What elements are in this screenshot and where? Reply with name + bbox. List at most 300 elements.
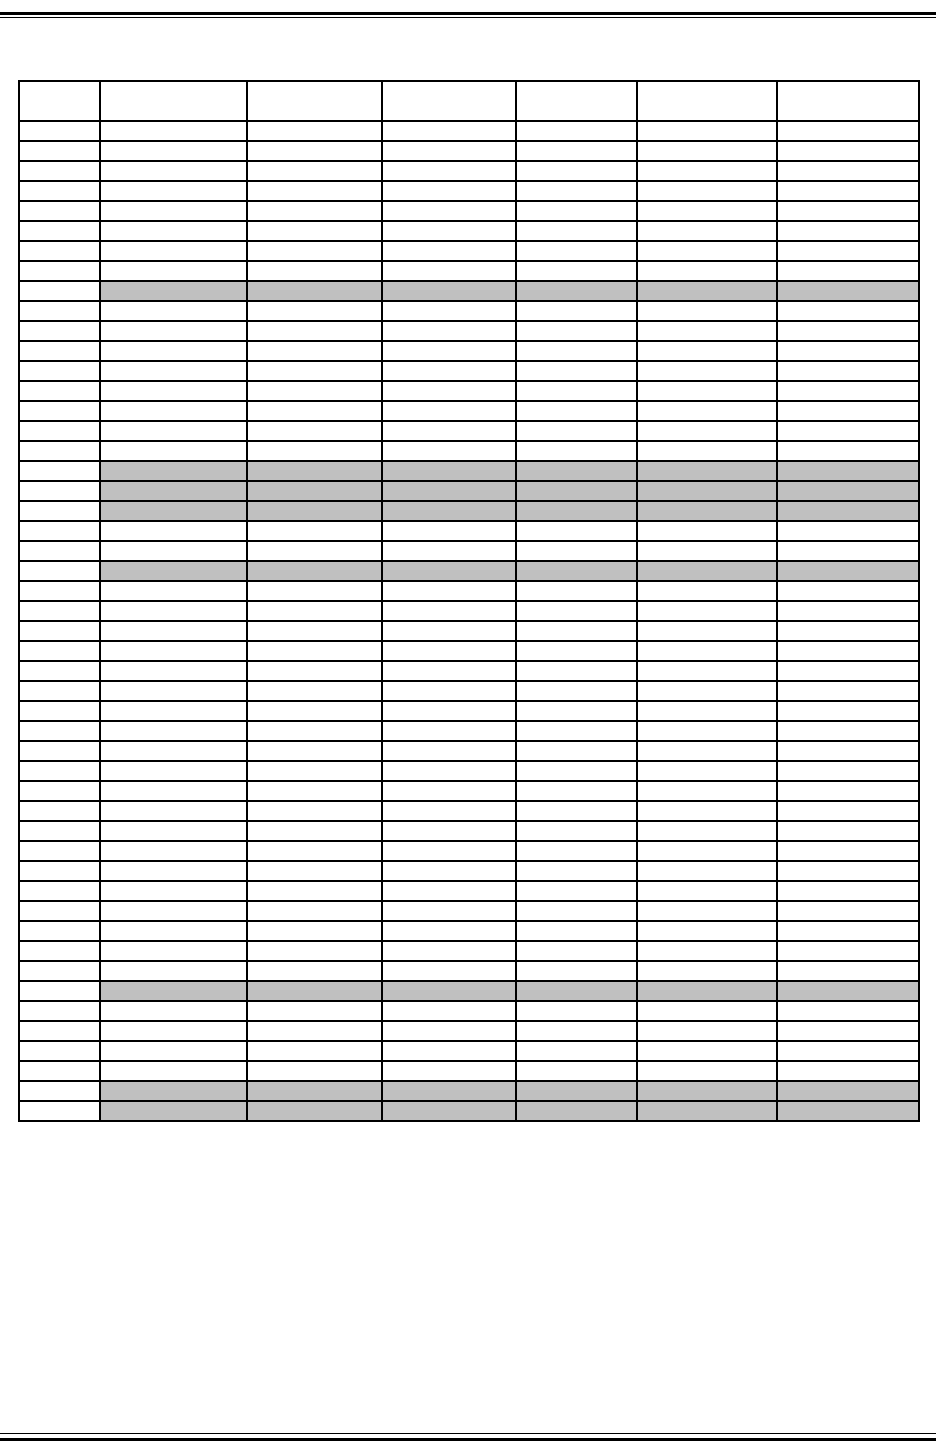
data-cell — [247, 761, 382, 781]
data-cell — [100, 761, 247, 781]
row-label-cell — [19, 461, 100, 481]
data-cell — [100, 1021, 247, 1041]
data-cell — [637, 901, 777, 921]
table-row — [19, 941, 919, 961]
data-cell — [247, 641, 382, 661]
data-cell — [637, 801, 777, 821]
header-rule-thin — [0, 17, 936, 18]
data-cell — [382, 701, 516, 721]
data-cell — [382, 1021, 516, 1041]
data-cell — [777, 621, 919, 641]
data-cell — [247, 961, 382, 981]
data-cell — [637, 1081, 777, 1101]
data-cell — [247, 921, 382, 941]
data-cell — [247, 241, 382, 261]
data-cell — [382, 381, 516, 401]
row-label-cell — [19, 761, 100, 781]
data-cell — [382, 281, 516, 301]
data-cell — [247, 201, 382, 221]
header-row — [19, 81, 919, 121]
data-cell — [100, 621, 247, 641]
data-cell — [247, 981, 382, 1001]
data-cell — [516, 881, 637, 901]
data-cell — [777, 701, 919, 721]
data-cell — [777, 241, 919, 261]
data-cell — [777, 841, 919, 861]
data-cell — [637, 861, 777, 881]
data-cell — [100, 1101, 247, 1121]
row-label-cell — [19, 501, 100, 521]
data-cell — [516, 941, 637, 961]
data-cell — [516, 321, 637, 341]
table-row — [19, 341, 919, 361]
data-cell — [382, 921, 516, 941]
data-cell — [382, 541, 516, 561]
footer-rule-thin — [0, 1433, 936, 1434]
data-cell — [637, 741, 777, 761]
data-cell — [382, 321, 516, 341]
data-cell — [100, 121, 247, 141]
row-label-cell — [19, 721, 100, 741]
row-label-cell — [19, 1101, 100, 1121]
row-label-cell — [19, 1061, 100, 1081]
data-cell — [516, 841, 637, 861]
data-cell — [382, 821, 516, 841]
data-cell — [100, 141, 247, 161]
data-cell — [516, 461, 637, 481]
data-cell — [247, 481, 382, 501]
data-cell — [382, 581, 516, 601]
data-cell — [777, 161, 919, 181]
data-cell — [382, 801, 516, 821]
data-cell — [516, 541, 637, 561]
data-cell — [516, 161, 637, 181]
table-row — [19, 421, 919, 441]
row-label-cell — [19, 401, 100, 421]
data-cell — [100, 981, 247, 1001]
data-cell — [777, 1021, 919, 1041]
table-row — [19, 541, 919, 561]
table-row — [19, 461, 919, 481]
data-cell — [100, 161, 247, 181]
data-cell — [247, 1021, 382, 1041]
table-row — [19, 1081, 919, 1101]
table-row — [19, 1041, 919, 1061]
header-cell — [100, 81, 247, 121]
data-cell — [637, 921, 777, 941]
row-label-cell — [19, 241, 100, 261]
table-row — [19, 781, 919, 801]
data-cell — [382, 1041, 516, 1061]
data-cell — [100, 421, 247, 441]
data-cell — [100, 561, 247, 581]
table-row — [19, 761, 919, 781]
data-cell — [382, 461, 516, 481]
data-cell — [637, 481, 777, 501]
data-cell — [777, 421, 919, 441]
row-label-cell — [19, 521, 100, 541]
row-label-cell — [19, 421, 100, 441]
data-cell — [777, 201, 919, 221]
data-cell — [382, 941, 516, 961]
data-cell — [247, 941, 382, 961]
data-cell — [382, 781, 516, 801]
data-cell — [637, 341, 777, 361]
row-label-cell — [19, 1021, 100, 1041]
header-cell — [777, 81, 919, 121]
data-cell — [516, 1001, 637, 1021]
data-cell — [777, 661, 919, 681]
data-cell — [100, 501, 247, 521]
data-cell — [777, 481, 919, 501]
table-row — [19, 301, 919, 321]
data-cell — [247, 701, 382, 721]
data-cell — [100, 741, 247, 761]
data-cell — [516, 921, 637, 941]
data-cell — [516, 521, 637, 541]
row-label-cell — [19, 381, 100, 401]
data-cell — [516, 481, 637, 501]
data-cell — [382, 161, 516, 181]
table-row — [19, 321, 919, 341]
table-row — [19, 441, 919, 461]
data-cell — [777, 301, 919, 321]
row-label-cell — [19, 541, 100, 561]
data-cell — [382, 181, 516, 201]
data-cell — [777, 681, 919, 701]
row-label-cell — [19, 321, 100, 341]
data-cell — [382, 121, 516, 141]
data-cell — [637, 381, 777, 401]
data-cell — [100, 821, 247, 841]
table-row — [19, 981, 919, 1001]
data-cell — [637, 1041, 777, 1061]
data-cell — [382, 721, 516, 741]
data-cell — [100, 881, 247, 901]
data-cell — [382, 561, 516, 581]
data-cell — [516, 981, 637, 1001]
row-label-cell — [19, 821, 100, 841]
table-row — [19, 201, 919, 221]
data-cell — [516, 1081, 637, 1101]
table-row — [19, 601, 919, 621]
row-label-cell — [19, 561, 100, 581]
data-cell — [516, 141, 637, 161]
row-label-cell — [19, 201, 100, 221]
data-cell — [637, 701, 777, 721]
data-cell — [100, 601, 247, 621]
row-label-cell — [19, 181, 100, 201]
data-cell — [247, 501, 382, 521]
data-cell — [637, 941, 777, 961]
data-cell — [637, 201, 777, 221]
data-cell — [247, 221, 382, 241]
data-cell — [100, 781, 247, 801]
data-cell — [516, 261, 637, 281]
data-cell — [637, 821, 777, 841]
data-cell — [637, 521, 777, 541]
data-cell — [516, 121, 637, 141]
data-cell — [247, 401, 382, 421]
data-cell — [777, 821, 919, 841]
data-cell — [100, 841, 247, 861]
data-cell — [100, 441, 247, 461]
row-label-cell — [19, 961, 100, 981]
row-label-cell — [19, 1081, 100, 1101]
data-cell — [637, 761, 777, 781]
data-cell — [382, 141, 516, 161]
table-row — [19, 141, 919, 161]
data-cell — [247, 421, 382, 441]
data-cell — [637, 581, 777, 601]
data-cell — [777, 1001, 919, 1021]
data-cell — [100, 321, 247, 341]
data-cell — [100, 1041, 247, 1061]
data-cell — [516, 441, 637, 461]
header-rule-thick — [0, 12, 936, 15]
data-cell — [382, 841, 516, 861]
row-label-cell — [19, 481, 100, 501]
data-cell — [777, 921, 919, 941]
data-cell — [637, 841, 777, 861]
table-row — [19, 841, 919, 861]
data-cell — [382, 361, 516, 381]
header-cell — [247, 81, 382, 121]
data-cell — [247, 561, 382, 581]
data-cell — [777, 861, 919, 881]
data-cell — [516, 641, 637, 661]
data-cell — [637, 461, 777, 481]
data-cell — [777, 1101, 919, 1121]
data-cell — [382, 201, 516, 221]
data-cell — [777, 901, 919, 921]
data-cell — [382, 241, 516, 261]
data-cell — [100, 401, 247, 421]
table-row — [19, 241, 919, 261]
data-cell — [516, 401, 637, 421]
data-cell — [777, 501, 919, 521]
data-cell — [100, 301, 247, 321]
data-cell — [247, 901, 382, 921]
table-row — [19, 681, 919, 701]
data-cell — [100, 521, 247, 541]
header-cell — [516, 81, 637, 121]
data-cell — [777, 221, 919, 241]
table-row — [19, 381, 919, 401]
data-cell — [100, 481, 247, 501]
data-cell — [777, 381, 919, 401]
table-row — [19, 281, 919, 301]
data-cell — [516, 621, 637, 641]
data-cell — [100, 681, 247, 701]
row-label-cell — [19, 161, 100, 181]
row-label-cell — [19, 841, 100, 861]
table-row — [19, 1021, 919, 1041]
table-row — [19, 401, 919, 421]
data-cell — [516, 901, 637, 921]
data-cell — [777, 1041, 919, 1061]
data-cell — [100, 901, 247, 921]
data-cell — [637, 641, 777, 661]
data-cell — [382, 1001, 516, 1021]
row-label-cell — [19, 221, 100, 241]
data-cell — [637, 401, 777, 421]
data-cell — [247, 781, 382, 801]
data-cell — [516, 1041, 637, 1061]
data-cell — [637, 621, 777, 641]
table-row — [19, 261, 919, 281]
table-row — [19, 861, 919, 881]
data-cell — [637, 281, 777, 301]
data-cell — [637, 721, 777, 741]
data-cell — [382, 481, 516, 501]
data-cell — [777, 761, 919, 781]
data-cell — [777, 361, 919, 381]
data-cell — [637, 141, 777, 161]
data-cell — [100, 361, 247, 381]
data-cell — [777, 981, 919, 1001]
data-cell — [100, 581, 247, 601]
data-cell — [247, 1081, 382, 1101]
footer-rule-thick — [0, 1438, 936, 1441]
data-cell — [777, 1061, 919, 1081]
data-cell — [100, 341, 247, 361]
data-cell — [382, 901, 516, 921]
table-row — [19, 501, 919, 521]
row-label-cell — [19, 301, 100, 321]
data-cell — [516, 701, 637, 721]
table-row — [19, 801, 919, 821]
data-cell — [777, 321, 919, 341]
row-label-cell — [19, 1001, 100, 1021]
header-cell — [19, 81, 100, 121]
data-cell — [516, 281, 637, 301]
data-cell — [247, 861, 382, 881]
data-cell — [637, 261, 777, 281]
row-label-cell — [19, 781, 100, 801]
table-row — [19, 1061, 919, 1081]
data-cell — [100, 701, 247, 721]
data-cell — [247, 681, 382, 701]
data-cell — [637, 681, 777, 701]
row-label-cell — [19, 121, 100, 141]
data-cell — [100, 721, 247, 741]
data-cell — [637, 541, 777, 561]
data-cell — [516, 501, 637, 521]
data-cell — [382, 301, 516, 321]
data-cell — [247, 1101, 382, 1121]
data-cell — [516, 1061, 637, 1081]
data-cell — [382, 741, 516, 761]
table-row — [19, 121, 919, 141]
data-cell — [100, 961, 247, 981]
data-cell — [777, 641, 919, 661]
data-cell — [247, 281, 382, 301]
data-cell — [516, 1021, 637, 1041]
data-cell — [247, 181, 382, 201]
data-cell — [637, 781, 777, 801]
data-cell — [637, 241, 777, 261]
table-row — [19, 921, 919, 941]
data-cell — [382, 1101, 516, 1121]
table-row — [19, 721, 919, 741]
data-cell — [516, 961, 637, 981]
data-cell — [100, 641, 247, 661]
data-cell — [637, 121, 777, 141]
data-cell — [247, 321, 382, 341]
data-cell — [382, 1061, 516, 1081]
data-cell — [382, 601, 516, 621]
data-cell — [777, 181, 919, 201]
row-label-cell — [19, 581, 100, 601]
data-cell — [637, 561, 777, 581]
data-cell — [777, 781, 919, 801]
table-row — [19, 661, 919, 681]
row-label-cell — [19, 881, 100, 901]
row-label-cell — [19, 941, 100, 961]
data-cell — [247, 161, 382, 181]
data-cell — [100, 201, 247, 221]
data-cell — [247, 301, 382, 321]
data-cell — [382, 341, 516, 361]
table-row — [19, 161, 919, 181]
data-cell — [516, 201, 637, 221]
data-cell — [382, 881, 516, 901]
table-row — [19, 881, 919, 901]
data-cell — [382, 621, 516, 641]
data-cell — [247, 661, 382, 681]
table-row — [19, 521, 919, 541]
data-cell — [516, 181, 637, 201]
data-cell — [247, 341, 382, 361]
data-cell — [516, 781, 637, 801]
data-cell — [382, 961, 516, 981]
data-cell — [516, 581, 637, 601]
data-cell — [516, 341, 637, 361]
row-label-cell — [19, 281, 100, 301]
row-label-cell — [19, 901, 100, 921]
data-cell — [637, 981, 777, 1001]
data-cell — [382, 441, 516, 461]
data-cell — [777, 141, 919, 161]
row-label-cell — [19, 681, 100, 701]
table-row — [19, 1101, 919, 1121]
data-cell — [100, 281, 247, 301]
data-cell — [382, 761, 516, 781]
data-cell — [777, 881, 919, 901]
table-row — [19, 961, 919, 981]
data-cell — [247, 841, 382, 861]
table-body — [19, 121, 919, 1121]
data-cell — [777, 561, 919, 581]
data-cell — [516, 661, 637, 681]
table-row — [19, 701, 919, 721]
data-cell — [777, 741, 919, 761]
data-cell — [516, 241, 637, 261]
data-cell — [777, 581, 919, 601]
data-cell — [247, 541, 382, 561]
data-cell — [637, 601, 777, 621]
data-cell — [100, 241, 247, 261]
data-cell — [382, 421, 516, 441]
data-cell — [516, 561, 637, 581]
table-row — [19, 221, 919, 241]
table-row — [19, 581, 919, 601]
table-row — [19, 741, 919, 761]
data-cell — [516, 741, 637, 761]
data-cell — [247, 1061, 382, 1081]
data-cell — [516, 681, 637, 701]
